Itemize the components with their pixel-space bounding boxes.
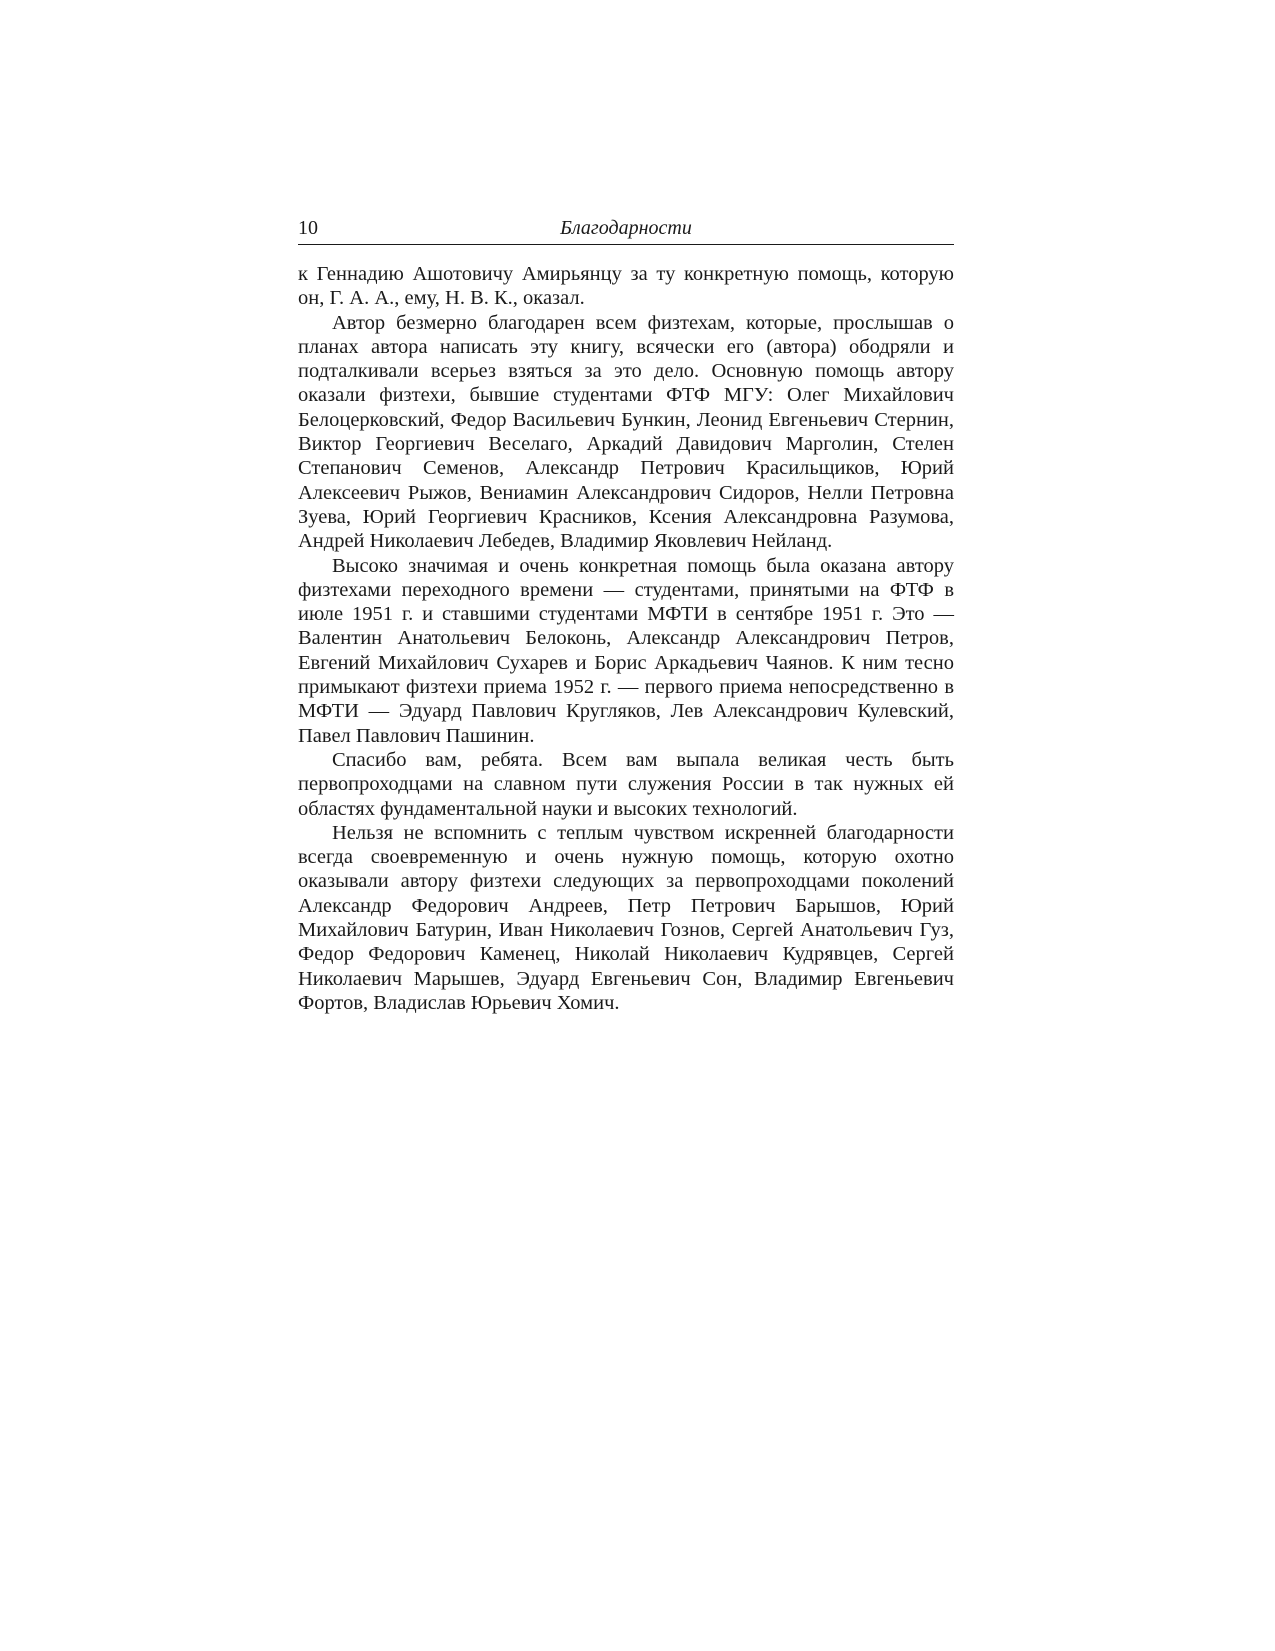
page-number: 10 [298, 217, 318, 239]
paragraph-transition-students: Высоко значимая и очень конкретная помощь была оказана автору физтехами переходного времени — студентами, принятыми на ФТФ в июле 1951 г. и ставшими студентами МФТИ в сентябре 1951 г. Это — Валентин Анатольевич Белоконь, Александр Александрович Петров, Евгений Михайлович Сухарев и Борис Аркадьевич Чаянов. К ним тесно примыкают физтехи приема 1952 г. — первого приема непосредственно в МФТИ — Эдуард Павлович Кругляков, Лев Александрович Кулевский, Павел Павлович Пашинин. [298, 554, 954, 747]
body-text [298, 262, 954, 1015]
paragraph-ftf-mgu-students: Автор безмерно благодарен всем физтехам, которые, прослышав о планах автора написать эту книгу, всячески его (автора) ободряли и подталкивали всерьез взяться за это дело. Основную помощь автору оказали физтехи, бывшие студентами ФТФ МГУ: Олег Михайлович Белоцерковский, Федор Васильевич Бункин, Леонид Евгеньевич Стернин, Виктор Георгиевич Веселаго, Аркадий Давидович Марголин, Стелен Степанович Семенов, Александр Петрович Красильщиков, Юрий Алексеевич Рыжов, Вениамин Александрович Сидоров, Нелли Петровна Зуева, Юрий Георгиевич Красников, Ксения Александровна Разумова, Андрей Николаевич Лебедев, Владимир Яковлевич Нейланд. [298, 311, 954, 553]
running-header [298, 216, 954, 245]
paragraph-continuation: к Геннадию Ашотовичу Амирьянцу за ту конкретную помощь, которую он, Г. А. А., ему, Н. В. К., оказал. [298, 263, 954, 310]
paragraph-later-generations: Нельзя не вспомнить с теплым чувством искренней благодарности всегда своевременную и очень нужную помощь, которую охотно оказывали автору физтехи следующих за первопроходцами поколений Александр Федорович Андреев, Петр Петрович Барышов, Юрий Михайлович Батурин, Иван Николаевич Гознов, Сергей Анатольевич Гуз, Федор Федорович Каменец, Николай Николаевич Кудрявцев, Сергей Николаевич Марышев, Эдуард Евгеньевич Сон, Владимир Евгеньевич Фортов, Владислав Юрьевич Хомич. [298, 821, 954, 1014]
running-title: Благодарности [560, 217, 692, 239]
paragraph-thanks: Спасибо вам, ребята. Всем вам выпала великая честь быть первопроходцами на славном пути служения России в так нужных ей областях фундаментальной науки и высоких технологий. [298, 748, 954, 820]
